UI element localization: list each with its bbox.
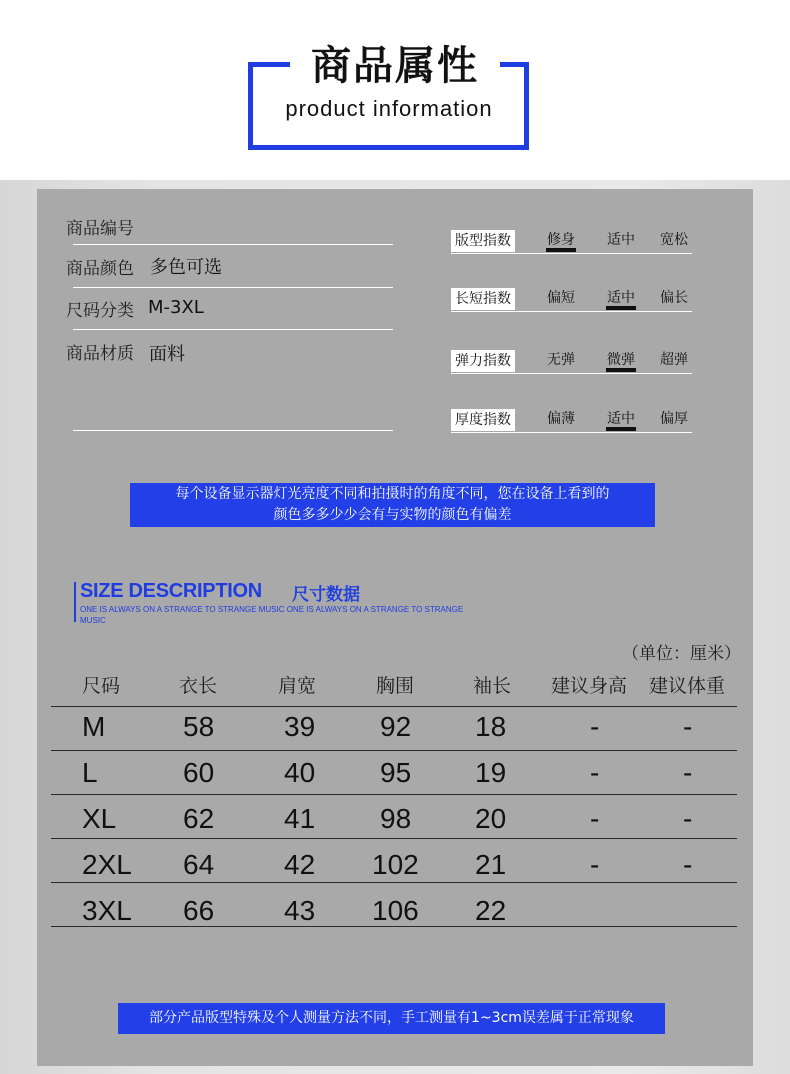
table-divider [51,882,737,883]
cell-sleeve: 18 [475,711,507,742]
cell-weight: - [683,849,693,880]
index-option: 超弹 [660,352,688,368]
cell-length: 66 [183,895,215,926]
cell-size: 3XL [82,895,132,926]
cell-shoulder: 40 [284,757,316,788]
table-header: 建议体重 [649,675,726,697]
attr-divider [73,329,393,330]
frame-right-side [524,62,529,150]
page-subtitle: product information [285,96,493,121]
index-divider [451,311,692,312]
index-option: 宽松 [660,232,688,248]
frame-bottom [248,145,529,150]
size-section-title: SIZE DESCRIPTION [80,580,262,602]
attr-label-size: 尺码分类 [66,301,134,321]
index-option: 偏短 [547,290,575,306]
index-divider [451,253,692,254]
index-option: 无弹 [547,352,575,368]
table-header: 建议身高 [551,675,628,697]
index-option: 适中 [607,290,635,306]
cell-chest: 95 [380,757,412,788]
frame-left-top [248,62,292,67]
attr-value-color: 多色可选 [150,257,222,278]
index-selected-bar [606,427,636,431]
cell-weight: - [683,757,693,788]
attr-value-size: M-3XL [148,297,204,318]
cell-height: - [590,849,600,880]
cell-shoulder: 43 [284,895,316,926]
attr-divider [73,244,393,245]
cell-weight: - [683,803,693,834]
attr-divider [73,287,393,288]
index-selected-bar [606,306,636,310]
attr-label-color: 商品颜色 [66,259,134,279]
table-header: 衣长 [179,675,218,697]
cell-shoulder: 39 [284,711,316,742]
cell-size: M [82,711,106,742]
color-notice-line2: 颜色多多少少会有与实物的颜色有偏差 [273,507,512,523]
cell-shoulder: 42 [284,849,316,880]
table-divider [51,706,737,707]
size-section-subtitle: ONE IS ALWAYS ON A STRANGE TO STRANGE MUSIC ONE IS ALWAYS ON A STRANGE TO STRANGE MUSIC [80,605,464,625]
attr-label-code: 商品编号 [66,219,134,239]
cell-sleeve: 20 [475,803,507,834]
cell-sleeve: 22 [475,895,507,926]
table-header: 肩宽 [278,675,317,697]
index-label-fit: 版型指数 [451,230,515,252]
index-option: 偏薄 [547,411,575,427]
index-option: 偏长 [660,290,688,306]
frame-left-side [248,62,253,150]
cell-height: - [590,803,600,834]
cell-size: L [82,757,98,788]
cell-chest: 92 [380,711,412,742]
size-section-title-cn: 尺寸数据 [292,585,360,605]
cell-height: - [590,757,600,788]
attr-label-material: 商品材质 [66,344,134,364]
index-option: 偏厚 [660,411,688,427]
index-divider [451,373,692,374]
cell-sleeve: 19 [475,757,507,788]
cell-chest: 98 [380,803,412,834]
index-label-thickness: 厚度指数 [451,409,515,431]
table-divider [51,838,737,839]
table-divider [51,794,737,795]
color-notice [130,483,655,527]
color-notice-line1: 每个设备显示器灯光亮度不同和拍摄时的角度不同，您在设备上看到的 [175,486,610,502]
unit-label: （单位：厘米） [622,644,741,664]
table-header: 胸围 [376,675,415,697]
index-option: 适中 [607,411,635,427]
header [0,0,790,180]
index-selected-bar [606,368,636,372]
table-header: 袖长 [473,675,512,697]
index-divider [451,432,692,433]
cell-shoulder: 41 [284,803,316,834]
cell-height: - [590,711,600,742]
info-panel [37,189,753,1066]
cell-chest: 106 [372,895,419,926]
cell-weight: - [683,711,693,742]
section-accent-bar [74,582,76,622]
attr-divider [73,430,393,431]
table-header: 尺码 [82,675,121,697]
index-option: 微弹 [607,352,635,368]
measurement-notice: 部分产品版型特殊及个人测量方法不同，手工测量有1~3cm误差属于正常现象 [118,1003,665,1034]
cell-sleeve: 21 [475,849,507,880]
cell-size: XL [82,803,117,834]
index-label-stretch: 弹力指数 [451,350,515,372]
index-selected-bar [546,248,576,252]
cell-length: 64 [183,849,215,880]
cell-length: 58 [183,711,215,742]
cell-length: 60 [183,757,215,788]
table-divider [51,750,737,751]
attr-value-material: 面料 [149,344,185,365]
cell-length: 62 [183,803,215,834]
index-option: 修身 [547,232,575,248]
cell-chest: 102 [372,849,419,880]
cell-size: 2XL [82,849,132,880]
page-title: 商品属性 [290,40,500,92]
index-option: 适中 [607,232,635,248]
index-label-length: 长短指数 [451,288,515,310]
